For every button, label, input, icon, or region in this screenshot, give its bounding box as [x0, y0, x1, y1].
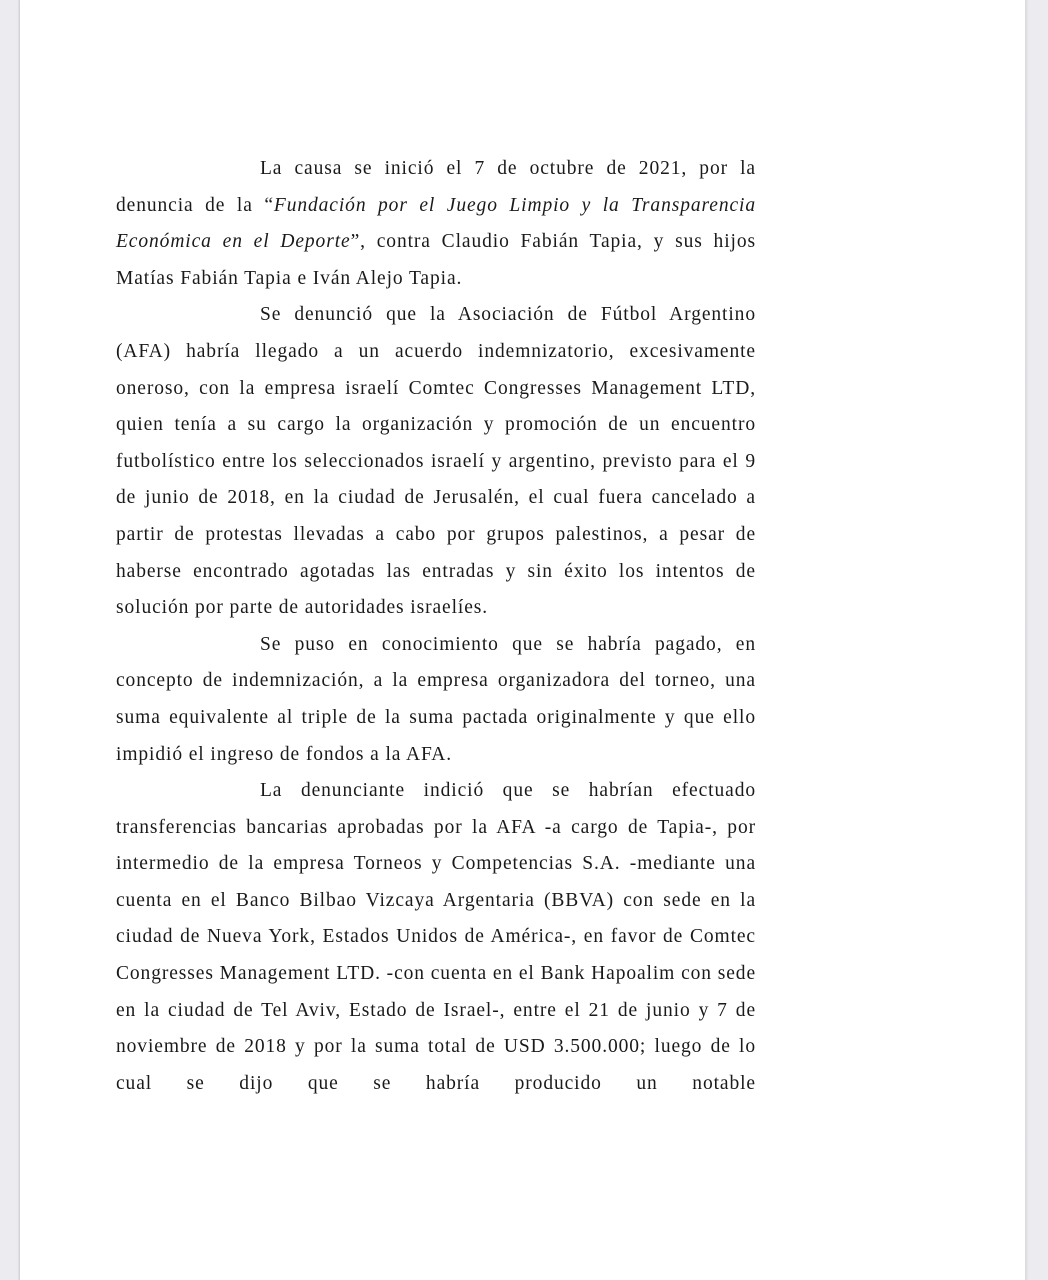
paragraph-4-text: La denunciante indició que se habrían efectuado transferencias bancarias aprobadas por la AFA -a cargo de Tapia-, por intermedio de la empresa Torneos y Competencias S.A. -mediante una cuenta en el Banco Bilbao Vizcaya Argentaria (BBVA) con sede en la ciudad de Nueva York, Estados Unidos de América-, en favor de Comtec Congresses Management LTD. -con cuenta en el Bank Hapoalim con sede en la ciudad de Tel Aviv, Estado de Israel-, entre el 21 de junio y 7 de noviembre de 2018 y por la suma total de USD 3.500.000; luego de lo cual se dijo que se habría producido un notable — [116, 780, 756, 1094]
paragraph-4 — [116, 773, 756, 1102]
paragraph-3-text: Se puso en conocimiento que se habría pagado, en concepto de indemnización, a la empresa organizadora del torneo, una suma equivalente al triple de la suma pactada originalmente y que ello impidió el ingreso de fondos a la AFA. — [116, 633, 756, 765]
paragraph-1-text-b: ”, contra Claudio Fabián Tapia, y sus hijos Matías Fabián Tapia e Iván Alejo Tapia. — [116, 231, 756, 289]
paragraph-2 — [116, 297, 756, 626]
paragraph-2-text: Se denunció que la Asociación de Fútbol Argentino (AFA) habría llegado a un acuerdo indemnizatorio, excesivamente oneroso, con la empresa israelí Comtec Congresses Management LTD, quien tenía a su cargo la organización y promoción de un encuentro futbolístico entre los seleccionados israelí y argentino, previsto para el 9 de junio de 2018, en la ciudad de Jerusalén, el cual fuera cancelado a partir de protestas llevadas a cabo por grupos palestinos, a pesar de haberse encontrado agotadas las entradas y sin éxito los intentos de solución por parte de autoridades israelíes. — [116, 304, 756, 619]
paragraph-3 — [116, 627, 756, 773]
document-body — [116, 151, 756, 1102]
paragraph-1-text-a: La causa se inició el 7 de octubre de 2021, por la denuncia de la “ — [116, 158, 756, 216]
paragraph-1-foundation-name: Fundación por el Juego Limpio y la Transparencia Económica en el Deporte — [116, 194, 757, 253]
paragraph-1 — [116, 151, 756, 297]
page-edge-right — [1025, 0, 1028, 1280]
